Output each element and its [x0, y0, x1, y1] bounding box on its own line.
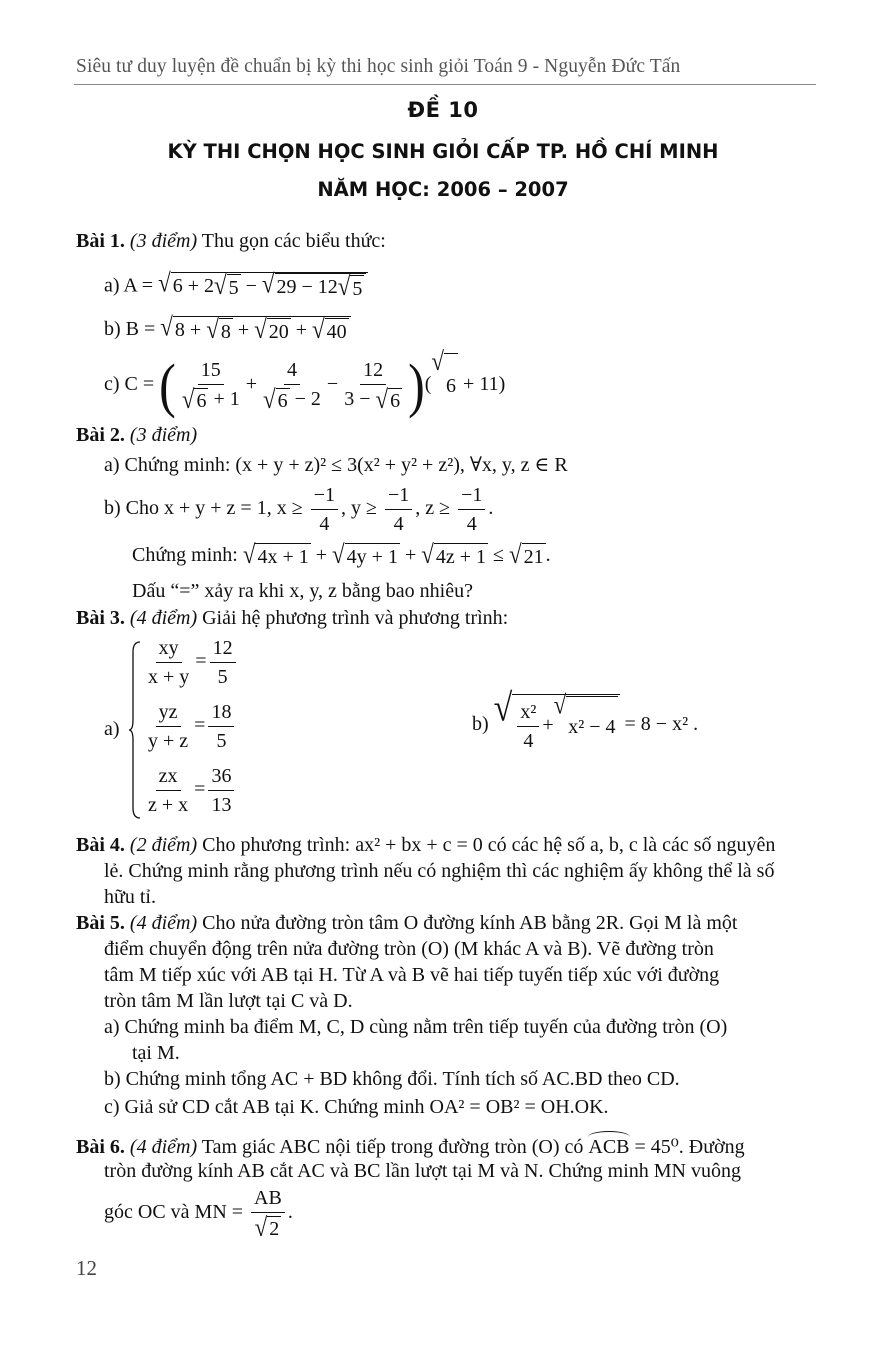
operator: +	[404, 544, 417, 566]
problem-text: Thu gọn các biểu thức:	[197, 230, 386, 252]
radicand: 21	[522, 543, 546, 570]
expr-part: .	[488, 497, 494, 519]
problem-label: Bài 2.	[76, 424, 125, 446]
numerator: yz	[156, 700, 181, 727]
item-label: a) A =	[104, 274, 154, 297]
numerator: zx	[156, 764, 181, 791]
problem-6-line-2: tròn đường kính AB cắt AC và BC lần lượt tại M và N. Chứng minh MN vuông	[104, 1160, 741, 1182]
numerator: xy	[156, 636, 182, 663]
exam-title: KỲ THI CHỌN HỌC SINH GIỎI CẤP TP. HỒ CHÍ MINH	[167, 140, 719, 163]
fraction	[145, 764, 191, 817]
expr-part: (	[424, 373, 432, 395]
sqrt-outer: √ 6 + 2 √ 5 − √ 29 − 12 √ 5	[158, 272, 368, 302]
problem-4-line-1	[76, 832, 775, 858]
expr-part: .	[545, 544, 551, 566]
fraction	[311, 483, 338, 536]
fraction	[458, 483, 485, 536]
denominator: 4	[319, 512, 330, 535]
numerator: 12	[210, 636, 236, 663]
operator: =	[195, 650, 207, 673]
problem-2b	[104, 482, 493, 536]
problem-5-line-2: điểm chuyển động trên nửa đường tròn (O) (M khác A và B). Vẽ đường tròn	[104, 938, 714, 960]
arc-notation	[588, 1130, 629, 1160]
radicand: 4z + 1	[434, 543, 488, 570]
problem-points: (4 điểm)	[129, 607, 198, 629]
problem-text: Cho phương trình: ax² + bx + c = 0 có các hệ số a, b, c là các số nguyên	[197, 834, 776, 856]
expr-part: + 11)	[458, 373, 506, 395]
expr-part: 6	[444, 353, 458, 418]
operator: +	[542, 714, 554, 736]
problem-label: Bài 3.	[76, 607, 125, 629]
problem-4-line-3: hữu tỉ.	[104, 886, 156, 908]
expr-part: b) Cho x + y + z = 1, x ≥	[104, 497, 303, 519]
problem-text: Tam giác ABC nội tiếp trong đường tròn (O) có	[197, 1136, 584, 1158]
denominator-rest: 3 −	[344, 387, 376, 410]
item-label: b) B =	[104, 318, 156, 341]
fraction	[210, 636, 236, 689]
system-equation-2	[142, 700, 237, 753]
radicand: x² − 4	[566, 696, 617, 757]
fraction: 12 3 − √ 6	[344, 358, 401, 414]
numerator: AB	[251, 1186, 285, 1213]
problem-points: (4 điểm)	[129, 912, 198, 934]
problem-text: Giải hệ phương trình và phương trình:	[197, 607, 509, 629]
problem-5-line-3: tâm M tiếp xúc với AB tại H. Từ A và B vẽ hai tiếp tuyến tiếp xúc với đường	[104, 964, 720, 986]
fraction	[208, 700, 234, 753]
problem-3b	[472, 686, 699, 757]
system-equation-3	[142, 764, 237, 817]
sqrt-outer: √ $\frac{\text{x²}}{4}$ + √ x² − 4	[494, 694, 620, 757]
denominator: 5	[217, 666, 228, 688]
denominator: 4	[466, 512, 477, 535]
denominator: 4	[393, 512, 404, 535]
denominator-root: 6	[277, 389, 288, 412]
expr-part: +	[232, 319, 255, 341]
exam-number-title: ĐỀ 10	[407, 98, 479, 122]
problem-5b: b) Chứng minh tổng AC + BD không đổi. Tính tích số AC.BD theo CD.	[104, 1068, 680, 1090]
radicand: 4y + 1	[345, 543, 400, 570]
problem-5-line-1	[76, 910, 737, 936]
expr-part: 8 +	[174, 319, 207, 341]
problem-5a-line-2: tại M.	[132, 1042, 180, 1064]
problem-2b-equality: Dấu “=” xảy ra khi x, y, z bằng bao nhiêu?	[132, 580, 473, 602]
expr-part: 6 + 2	[172, 275, 214, 298]
problem-1b	[104, 312, 351, 345]
numerator: −1	[385, 483, 412, 510]
expr-part: +	[290, 319, 312, 341]
denominator: 5	[216, 730, 227, 752]
problem-1-heading	[76, 228, 386, 254]
sqrt-outer: √ 8 + √ 8 + √ 20 + √ 40	[160, 316, 350, 345]
operator: ≤	[493, 544, 504, 566]
problem-points: (3 điểm)	[129, 230, 198, 252]
problem-4-line-2: lẻ. Chứng minh rằng phương trình nếu có nghiệm thì các nghiệm ấy không thể là số	[104, 860, 775, 882]
right-paren: )	[408, 351, 425, 420]
denominator-root: 2	[269, 1217, 280, 1240]
arc-mark	[588, 1131, 629, 1138]
expr-part: 29 − 12	[276, 276, 338, 298]
operator: −	[326, 373, 339, 395]
operator: +	[315, 544, 328, 566]
header-rule	[74, 84, 816, 85]
denominator: z + x	[148, 794, 189, 816]
arc-label: ACB	[588, 1136, 630, 1158]
operator: =	[194, 778, 206, 801]
problem-points: (2 điểm)	[129, 834, 198, 856]
problem-2-heading	[76, 422, 197, 448]
problem-3a-label: a)	[104, 718, 120, 740]
expr-part: , y ≥	[340, 497, 377, 519]
denominator: y + z	[148, 730, 189, 752]
operator: +	[245, 373, 257, 395]
fraction	[145, 636, 192, 689]
expr-part: , z ≥	[415, 497, 451, 519]
numerator: 4	[284, 358, 300, 385]
numerator: x²	[517, 700, 539, 727]
expr-part: 5	[227, 274, 241, 301]
denominator: 13	[211, 794, 232, 816]
fraction	[385, 483, 412, 536]
numerator: 18	[208, 700, 234, 727]
problem-points: (3 điểm)	[129, 424, 198, 446]
expr-part: 20	[267, 318, 291, 345]
problem-2b-prove: Chứng minh: √ 4x + 1 + √ 4y + 1 + √ 4z + 1 ≤ √ 21 .	[132, 539, 551, 569]
numerator: −1	[311, 483, 338, 510]
numerator: 36	[208, 764, 234, 791]
problem-6-line-1	[76, 1130, 745, 1160]
radicand: 4x + 1	[255, 543, 310, 570]
expr-part: .	[287, 1201, 293, 1224]
problem-6-line-3	[104, 1186, 293, 1241]
numerator: 12	[360, 358, 386, 385]
problem-3-heading	[76, 605, 508, 631]
problem-5-line-4: tròn tâm M lần lượt tại C và D.	[104, 990, 353, 1012]
fraction	[145, 700, 191, 753]
denominator: 4	[523, 729, 534, 752]
problem-points: (4 điểm)	[129, 1136, 198, 1158]
problem-label: Bài 5.	[76, 912, 125, 934]
running-head: Siêu tư duy luyện đề chuẩn bị kỳ thi học sinh giỏi Toán 9 - Nguyễn Đức Tấn	[76, 56, 681, 77]
denominator: x + y	[148, 666, 190, 688]
problem-text: góc OC và MN =	[104, 1201, 244, 1224]
problem-label: Bài 1.	[76, 230, 125, 252]
expr-part: 40	[325, 318, 349, 345]
problem-2a: a) Chứng minh: (x + y + z)² ≤ 3(x² + y² + z²), ∀x, y, z ∈ R	[104, 454, 568, 476]
denominator-root: 6	[196, 389, 207, 412]
problem-text: Cho nửa đường tròn tâm O đường kính AB bằng 2R. Gọi M là một	[197, 912, 738, 934]
fraction: 4 √ 6 − 2	[263, 358, 321, 414]
fraction: 15 √ 6 + 1	[181, 358, 240, 414]
numerator: 15	[198, 358, 224, 385]
expr-part: 5	[350, 275, 364, 302]
page-number: 12	[76, 1256, 97, 1280]
system-brace	[128, 640, 142, 820]
problem-5a-line-1: a) Chứng minh ba điểm M, C, D cùng nằm trên tiếp tuyến của đường tròn (O)	[104, 1016, 728, 1038]
system-equation-1	[142, 636, 239, 689]
denominator-rest: − 2	[289, 387, 321, 410]
problem-label: Bài 6.	[76, 1136, 125, 1158]
fraction	[517, 700, 539, 753]
problem-label: Bài 4.	[76, 834, 125, 856]
fraction: AB √ 2	[251, 1186, 285, 1241]
fraction	[208, 764, 234, 817]
expr-part: −	[240, 275, 262, 298]
problem-1a	[104, 268, 368, 302]
denominator-root: 6	[390, 389, 401, 412]
left-paren: (	[159, 351, 176, 420]
numerator: −1	[458, 483, 485, 510]
operator: =	[194, 714, 206, 737]
school-year-title: NĂM HỌC: 2006 – 2007	[317, 178, 569, 201]
item-label: b)	[472, 713, 489, 736]
problem-5c: c) Giả sử CD cắt AB tại K. Chứng minh OA² = OB² = OH.OK.	[104, 1096, 609, 1118]
problem-1c: c) C = ( 15 √ 6 + 1 + 4 √ 6 − 2 − 12 3 − √ 6 )( √ 6 + 11)	[104, 346, 506, 420]
expr-part: Chứng minh:	[132, 544, 238, 566]
problem-text: = 45⁰. Đường	[629, 1136, 745, 1158]
item-label: c) C =	[104, 373, 155, 395]
denominator-rest: + 1	[208, 387, 240, 410]
expr-part: = 8 − x² .	[624, 713, 699, 736]
expr-part: 8	[219, 318, 233, 345]
